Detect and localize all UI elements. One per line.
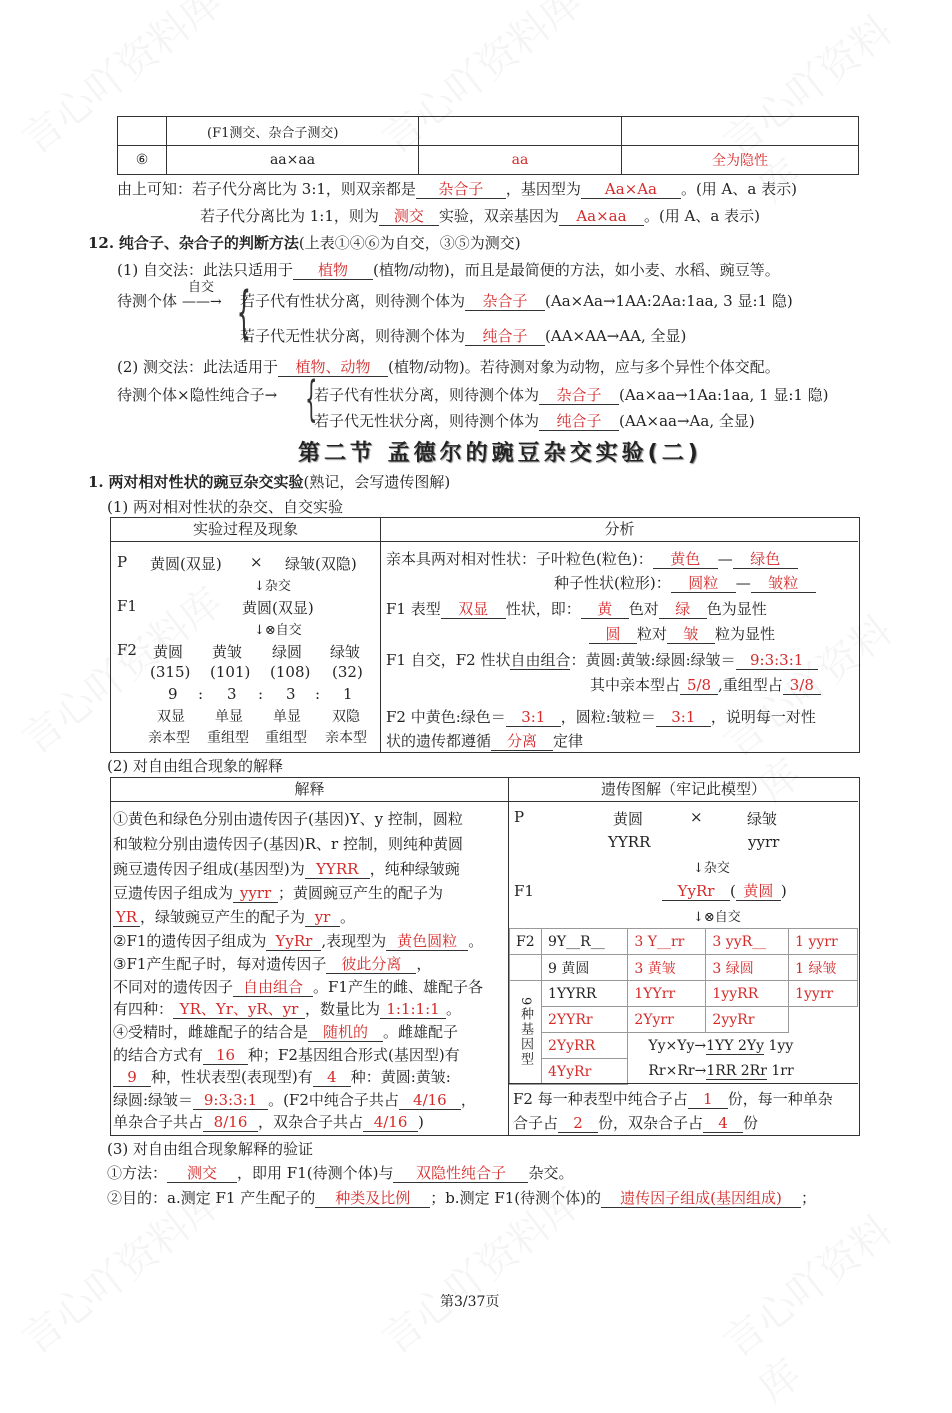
text: 份	[743, 1114, 759, 1132]
grid-cell: 3 绿圆	[706, 955, 789, 981]
answer-blank: 双显	[441, 601, 506, 619]
F2-count: (315)	[150, 663, 191, 681]
result-cell: 全为隐性	[622, 146, 859, 175]
text: )	[418, 1113, 424, 1131]
text: (Aa×Aa→1AA:2Aa:1aa, 3 显:1 隐)	[545, 292, 793, 310]
cross-symbol: ×	[250, 553, 263, 571]
answer-blank: 植物、动物	[278, 359, 388, 377]
table-row	[510, 955, 858, 981]
answer-blank: 1:1:1:1	[380, 1001, 446, 1019]
text: 色对	[628, 600, 659, 618]
divider	[509, 1083, 858, 1084]
text: 。(F2中纯合子共占	[268, 1091, 399, 1109]
F2-count: (101)	[210, 663, 251, 681]
text: Yy×Yy→	[648, 1037, 707, 1054]
Rr-cross	[648, 1059, 851, 1084]
text: ④受精时，雌雄配子的结合是	[113, 1023, 309, 1041]
conclusion-line-1	[117, 178, 797, 199]
text: F1 自交，F2 性状	[386, 651, 511, 669]
grid-cell: 3 Y__rr	[628, 929, 706, 955]
answer-blank: 4/16	[363, 1114, 418, 1132]
dominance: 单显	[215, 709, 243, 725]
self-cross-subject: 待测个体	[117, 292, 178, 310]
answer-blank: 9	[113, 1069, 151, 1087]
answer-blank: 纯合子	[465, 328, 545, 346]
explanation-line	[113, 1021, 458, 1042]
text: 若子代分离比为 1:1，则为	[200, 207, 379, 225]
text: 豆遗传因子组成为	[113, 884, 234, 902]
answer-blank: 3:1	[506, 709, 561, 727]
answer-blank: YR、Yr、yR、yr	[173, 1001, 305, 1019]
verification-method	[107, 1162, 573, 1183]
dominance: 双隐	[332, 709, 360, 725]
text: 色为显性	[706, 600, 767, 618]
underlined-text: 自由组合	[510, 651, 571, 669]
text: ；黄圆豌豆产生的配子为	[278, 884, 444, 902]
text: 粒对	[637, 625, 668, 643]
answer-blank: YyRr	[266, 933, 321, 951]
item-note: (上表①④⑥为自交，③⑤为测交)	[298, 234, 521, 252]
answer-blank: 纯合子	[539, 413, 619, 431]
row-number: ⑥	[118, 146, 167, 175]
table-row	[510, 1033, 858, 1059]
table-row	[118, 117, 859, 146]
text: F2 每一种表型中纯合子占	[513, 1090, 688, 1108]
brace-icon: {	[236, 280, 251, 345]
text: 单杂合子共占	[113, 1113, 204, 1131]
analysis-line	[386, 649, 818, 670]
text: 种，性状表型(表现型)有	[151, 1068, 313, 1086]
text: 。	[468, 932, 484, 950]
text: 1rr	[766, 1062, 794, 1079]
parent-1-genotype: YYRR	[608, 833, 651, 851]
item-number: 1.	[88, 473, 104, 491]
arrow-hybrid: ↓杂交	[693, 861, 730, 876]
explanation-line	[113, 953, 431, 974]
parent-2-genotype: yyrr	[748, 833, 780, 851]
text: (AA×aa→Aa, 全显)	[619, 412, 755, 430]
answer-blank: YyRr	[662, 883, 730, 901]
answer-blank: 杂合子	[539, 387, 619, 405]
text: 种：黄圆:黄皱:	[350, 1068, 451, 1086]
text: 粒为显性	[715, 625, 776, 643]
grid-cell: 2yyRr	[706, 1007, 789, 1033]
answer-blank: yyrr	[233, 885, 278, 903]
text: 若子代有性状分离，则待测个体为	[314, 386, 540, 404]
text: 份，双杂合子占	[598, 1114, 704, 1132]
answer-blank: 4	[313, 1069, 351, 1087]
answer-blank: 黄圆	[736, 883, 781, 901]
verification-purpose	[107, 1187, 816, 1208]
text: 有四种：	[113, 1000, 174, 1018]
grid-cell: 2YyRR	[542, 1033, 628, 1059]
grid-cell: 1YYrr	[628, 981, 706, 1007]
answer-blank: 3:1	[656, 709, 711, 727]
text: 。(用 A、a 表示)	[680, 180, 797, 198]
diagram-footer-line	[513, 1088, 833, 1109]
text: (	[730, 882, 736, 900]
text: (Aa×aa→1Aa:1aa, 1 显:1 隐)	[619, 386, 829, 404]
generation-F2: F2	[117, 641, 137, 659]
answer-blank: 16	[203, 1047, 248, 1065]
text: Rr×Rr→	[648, 1062, 707, 1079]
item-title: 两对相对性状的豌豆杂交实验	[108, 473, 304, 491]
explanation-line	[113, 930, 483, 951]
generation-F1: F1	[514, 882, 534, 900]
F2-phenotype: 绿皱	[330, 643, 361, 661]
text: 实验，双亲基因为	[438, 207, 559, 225]
item-title: 纯合子、杂合子的判断方法	[118, 234, 299, 252]
diagram-footer-line	[513, 1112, 758, 1133]
text: ；	[801, 1189, 817, 1207]
explanation-line	[113, 1111, 424, 1132]
answer-blank: 双隐性纯合子	[393, 1165, 528, 1183]
parent-1: 黄圆(双显)	[150, 555, 222, 573]
explanation-line	[113, 858, 460, 879]
subheading-3: (3) 对自由组合现象解释的验证	[107, 1140, 314, 1158]
analysis-line	[386, 730, 583, 751]
parent-1-phenotype: 黄圆	[613, 810, 644, 828]
answer-blank: 8/16	[203, 1114, 258, 1132]
text: ：黄圆:黄皱:绿圆:绿皱＝	[570, 651, 736, 669]
answer-blank: yr	[305, 909, 340, 927]
subheading-2: (2) 对自由组合现象的解释	[107, 757, 284, 775]
brace-icon: {	[305, 371, 318, 427]
F2-phenotype: 黄皱	[212, 643, 243, 661]
cross-symbol: ×	[690, 808, 703, 826]
table-row	[510, 981, 858, 1007]
text: —	[717, 550, 733, 568]
generation-P: P	[514, 808, 525, 826]
ratio: :	[258, 685, 264, 703]
self-case-2	[240, 325, 686, 346]
arrow-selfing: ↓⊗自交	[693, 910, 741, 925]
F2-count: (32)	[332, 663, 363, 681]
genotype-label: 9种基因型	[510, 981, 542, 1085]
cross-cell: (F1测交、杂合子测交)	[167, 117, 419, 146]
subheading-1: (1) 两对相对性状的杂交、自交实验	[107, 498, 344, 516]
answer-blank: 皱	[667, 626, 715, 644]
ratio: 1	[343, 685, 353, 703]
text: 其中亲本型占	[590, 676, 681, 694]
grid-cell: 2YYRr	[542, 1007, 628, 1033]
analysis-line	[386, 548, 798, 569]
text: ，即用 F1(待测个体)与	[237, 1164, 394, 1182]
explanation-line	[113, 998, 461, 1019]
test-cross-method	[117, 356, 780, 377]
analysis-line	[589, 623, 775, 644]
text: 定律	[553, 732, 584, 750]
text: 1yy	[764, 1037, 794, 1054]
cross-type-table	[117, 116, 859, 175]
cross-cell: aa×aa	[167, 146, 419, 175]
text: ，绿皱豌豆产生的配子为	[140, 908, 306, 926]
result-cell	[622, 117, 859, 146]
answer-blank: 圆	[589, 626, 637, 644]
type-label: 亲本型	[325, 730, 367, 746]
answer-blank: 圆粒	[671, 575, 736, 593]
text: 由上可知：若子代分离比为 3:1，则双亲都是	[117, 180, 416, 198]
analysis-line	[386, 706, 816, 727]
answer-blank: Aa×aa	[559, 208, 644, 226]
answer-blank: 种类及比例	[315, 1190, 430, 1208]
F1-line	[662, 882, 787, 901]
answer-blank: 自由组合	[233, 979, 313, 997]
answer-blank: 遗传因子组成(基因组成)	[601, 1190, 801, 1208]
text: 性状，即：	[505, 600, 581, 618]
grid-cell	[789, 1007, 858, 1033]
text: 。	[446, 1000, 462, 1018]
text: ；b.测定 F1(待测个体)的	[430, 1189, 601, 1207]
text: F2 中黄色:绿色＝	[386, 708, 506, 726]
text: )	[780, 882, 787, 900]
parent-2-phenotype: 绿皱	[747, 810, 778, 828]
answer-blank: 皱粒	[751, 575, 816, 593]
answer-blank: 4	[703, 1115, 743, 1133]
answer-blank: 杂合子	[465, 293, 545, 311]
arrow-selfing: ↓⊗自交	[254, 623, 302, 638]
answer-blank: 4/16	[399, 1092, 461, 1110]
type-label: 亲本型	[148, 730, 190, 746]
text: (植物/动物)。若待测对象为动物，应与多个异性个体交配。	[388, 358, 780, 376]
text: ，	[416, 955, 432, 973]
text: ,重组型占	[718, 676, 783, 694]
text: 绿圆:绿皱＝	[113, 1091, 194, 1109]
answer-blank: 绿	[659, 601, 707, 619]
left-header: 解释	[111, 777, 508, 802]
text: 亲本具两对相对性状：子叶粒色(粒色)：	[386, 550, 653, 568]
conclusion-line-2	[200, 205, 760, 226]
text: 若子代有性状分离，则待测个体为	[240, 292, 466, 310]
text: ，纯种绿皱豌	[369, 860, 460, 878]
answer-blank: 黄色圆粒	[386, 933, 468, 951]
generation-F1: F1	[117, 597, 137, 615]
left-header: 实验过程及现象	[111, 517, 380, 542]
section-title: 第二节 孟德尔的豌豆杂交实验(二)	[298, 441, 702, 466]
text: 份，每一种单杂	[727, 1090, 833, 1108]
text: 种；F2基因组合形式(基因型)有	[248, 1046, 460, 1064]
parent-2: 绿皱(双隐)	[285, 555, 357, 573]
text: (2) 测交法：此法适用于	[117, 358, 279, 376]
item-12-heading	[88, 232, 521, 253]
text: ②目的：a.测定 F1 产生配子的	[107, 1189, 316, 1207]
type-label: 重组型	[207, 730, 249, 746]
offspring-cell: aa	[419, 146, 622, 175]
test-case-1	[314, 384, 829, 405]
answer-blank: 植物	[293, 262, 373, 280]
answer-blank: 9:3:3:1	[193, 1092, 268, 1110]
text: ②F1的遗传因子组成为	[113, 932, 267, 950]
underlined-text: 1RR 2Rr	[706, 1062, 767, 1079]
ratio: :	[198, 685, 204, 703]
underlined-text: 1YY 2Yy	[706, 1037, 765, 1054]
item-number: 12.	[88, 234, 115, 252]
text: ，双杂合子共占	[258, 1113, 364, 1131]
row-number	[118, 117, 167, 146]
answer-blank: YR	[113, 909, 140, 927]
text: ，圆粒:皱粒＝	[560, 708, 656, 726]
grid-cell: 3 黄皱	[628, 955, 706, 981]
grid-cell	[510, 955, 542, 981]
answer-blank: 黄	[581, 601, 629, 619]
answer-blank: 黄色	[653, 551, 718, 569]
dominance: 双显	[157, 709, 185, 725]
table-row	[510, 1007, 858, 1033]
grid-cell: 1 绿皱	[789, 955, 858, 981]
self-case-1	[240, 290, 793, 311]
arrow-hybrid: ↓杂交	[254, 579, 291, 594]
text: (AA×AA→AA, 全显)	[545, 327, 687, 345]
generation-P: P	[117, 553, 128, 571]
text: 的结合方式有	[113, 1046, 204, 1064]
answer-blank: 彼此分离	[326, 956, 416, 974]
table-row	[510, 929, 858, 955]
analysis-line	[386, 598, 767, 619]
grid-cell: 1yyrr	[789, 981, 858, 1007]
explanation-line	[113, 1066, 451, 1087]
analysis-line	[590, 674, 821, 695]
monohybrid-crosses	[628, 1033, 858, 1085]
grid-cell: 3 yyR__	[706, 929, 789, 955]
ratio: :	[315, 685, 321, 703]
offspring-cell	[419, 117, 622, 146]
Yy-cross	[648, 1034, 851, 1059]
explanation-line	[113, 882, 443, 903]
text: 种子性状(粒形)：	[554, 574, 671, 592]
item-1-heading	[88, 471, 450, 492]
text: 。F1产生的雌、雄配子各	[313, 978, 483, 996]
arrow-icon: ——→	[182, 294, 222, 310]
F2-phenotype: 黄圆	[153, 643, 184, 661]
text: 。(用 A、a 表示)	[643, 207, 760, 225]
text: ③F1产生配子时，每对遗传因子	[113, 955, 327, 973]
ratio: 9	[168, 685, 178, 703]
text: ①方法：	[107, 1164, 168, 1182]
answer-blank: 分离	[491, 733, 553, 751]
text: 。雌雄配子	[383, 1023, 459, 1041]
explanation-line	[113, 976, 483, 997]
text: ,表现型为	[321, 932, 387, 950]
explanation-line	[113, 1044, 460, 1065]
grid-cell: 1YYRR	[542, 981, 628, 1007]
test-cross-subject: 待测个体×隐性纯合子→	[117, 386, 278, 404]
explanation-line: ①黄色和绿色分别由遗传因子(基因)Y、y 控制，圆粒	[113, 810, 463, 828]
generation-F2: F2	[510, 929, 542, 955]
grid-cell: 9Y__R__	[542, 929, 628, 955]
text: 。	[340, 908, 356, 926]
self-cross-method	[117, 259, 780, 280]
analysis-line	[554, 572, 816, 593]
watermark	[709, 1181, 952, 1413]
answer-blank: 绿色	[733, 551, 798, 569]
text: 杂交。	[528, 1164, 574, 1182]
answer-blank: 3/8	[783, 677, 821, 695]
answer-blank: 5/8	[680, 677, 718, 695]
explanation-line	[113, 906, 355, 927]
grid-cell: 2Yyrr	[628, 1007, 706, 1033]
answer-blank: 测交	[379, 208, 439, 226]
text: 不同对的遗传因子	[113, 978, 234, 996]
answer-blank: 1	[688, 1091, 728, 1109]
text: 若子代无性状分离，则待测个体为	[314, 412, 540, 430]
text: ，基因型为	[505, 180, 581, 198]
text: ，	[460, 1091, 476, 1109]
test-case-2	[314, 410, 755, 431]
text: (植物/动物)，而且是最简便的方法，如小麦、水稻、豌豆等。	[373, 261, 780, 279]
item-note: (熟记，会写遗传图解)	[303, 473, 451, 491]
grid-cell: 9 黄圆	[542, 955, 628, 981]
text: ，说明每一对性	[710, 708, 816, 726]
text: 合子占	[513, 1114, 559, 1132]
page-number: 第3/37页	[440, 1294, 500, 1310]
right-header: 分析	[381, 517, 858, 542]
grid-cell: 1 yyrr	[789, 929, 858, 955]
answer-blank: 测交	[167, 1165, 237, 1183]
ratio: 3	[286, 685, 296, 703]
type-label: 重组型	[265, 730, 307, 746]
dominance: 单显	[273, 709, 301, 725]
text: 状的遗传都遵循	[386, 732, 492, 750]
table-row	[118, 146, 859, 175]
ratio: 3	[227, 685, 237, 703]
text: —	[735, 574, 751, 592]
arrow-label: 自交	[188, 280, 215, 295]
answer-blank: 2	[558, 1115, 598, 1133]
F2-grid	[509, 928, 858, 1085]
text: (1) 自交法：此法只适用于	[117, 261, 294, 279]
text: ，数量比为	[305, 1000, 381, 1018]
right-header: 遗传图解（牢记此模型）	[509, 777, 858, 802]
answer-blank: 杂合子	[416, 181, 506, 199]
F1-phenotype: 黄圆(双显)	[242, 599, 314, 617]
explanation-line: 和皱粒分别由遗传因子(基因)R、r 控制，则纯种黄圆	[113, 835, 463, 853]
F2-phenotype: 绿圆	[272, 643, 303, 661]
answer-blank: Aa×Aa	[581, 181, 681, 199]
grid-cell: 4YyRr	[542, 1059, 628, 1085]
answer-blank: YYRR	[305, 861, 370, 879]
answer-blank: 随机的	[308, 1024, 383, 1042]
text: 豌豆遗传因子组成(基因型)为	[113, 860, 305, 878]
text: F1 表型	[386, 600, 441, 618]
explanation-line	[113, 1089, 476, 1110]
text: 若子代无性状分离，则待测个体为	[240, 327, 466, 345]
grid-cell: 1yyRR	[706, 981, 789, 1007]
F2-count: (108)	[270, 663, 311, 681]
divider	[380, 517, 381, 752]
answer-blank: 9:3:3:1	[736, 652, 818, 670]
